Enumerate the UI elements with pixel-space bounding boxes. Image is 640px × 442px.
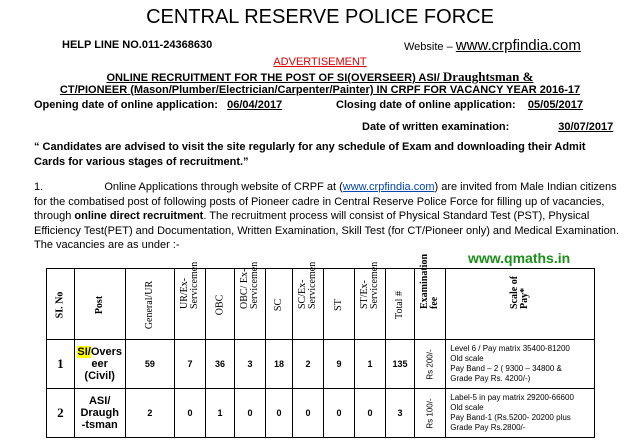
cell-sc-ex: 0 — [293, 389, 324, 438]
page-title: CENTRAL RESERVE POLICE FORCE — [146, 6, 494, 28]
table-row — [47, 340, 595, 389]
cell-st: 0 — [324, 389, 355, 438]
table-header-row — [47, 269, 595, 340]
closing-date-value: 05/05/2017 — [527, 99, 583, 111]
header-st-ex: ST/Ex- Servicemen — [355, 269, 386, 340]
paragraph-link[interactable]: www.crpfindia.com — [342, 181, 435, 193]
exam-date — [362, 121, 613, 133]
header-post: Post — [74, 269, 125, 340]
header-sc-ex: SC/Ex- Servicemen — [293, 269, 324, 340]
cell-obc-ex: 3 — [235, 340, 266, 389]
post-highlight: SI/ — [77, 346, 91, 358]
cell-ur-ex: 0 — [175, 389, 206, 438]
cell-sl: 2 — [47, 389, 75, 438]
exam-date-value: 30/07/2017 — [558, 121, 614, 133]
cell-sl: 1 — [47, 340, 75, 389]
cell-total: 3 — [386, 389, 415, 438]
cell-sc: 0 — [266, 389, 293, 438]
website-line — [404, 37, 581, 54]
recruitment-paragraph — [34, 180, 620, 253]
paragraph-text-c: . The recruitment process will consist of Physical Standard Test (PST), Physical Efficiency Test(PET) and Documentation, Written Examination, Skill Test (for CT/Pioneer only) and Medical Examination. The vacancies are as under :- — [34, 210, 619, 251]
advertisement-label: ADVERTISEMENT — [273, 56, 367, 68]
paragraph-bold: online direct recruitment — [74, 210, 204, 222]
cell-obc: 36 — [206, 340, 235, 389]
opening-date-value: 06/04/2017 — [227, 99, 283, 111]
header-st: ST — [324, 269, 355, 340]
cell-total: 135 — [386, 340, 415, 389]
table-row — [47, 389, 595, 438]
cell-fee: Rs 100/- — [415, 389, 446, 438]
header-general: General/UR — [125, 269, 174, 340]
cell-fee: Rs 200/- — [415, 340, 446, 389]
closing-date — [336, 99, 583, 111]
cell-general: 59 — [125, 340, 174, 389]
cell-post: SI/Overs eer (Civil) — [74, 340, 125, 389]
cell-obc: 1 — [206, 389, 235, 438]
cell-ur-ex: 7 — [175, 340, 206, 389]
opening-date — [34, 99, 282, 111]
website-link[interactable]: www.crpfindia.com — [455, 37, 581, 54]
cell-post: ASI/ Draugh -tsman — [74, 389, 125, 438]
watermark-text: www.qmaths.in — [468, 250, 571, 266]
header-pay: Scale of Pay* — [446, 269, 595, 340]
paragraph-text-a: Online Applications through website of CRPF at ( — [104, 181, 343, 193]
closing-date-label: Closing date of online application: — [336, 99, 516, 111]
header-sl: SI. No — [47, 269, 75, 340]
heading-line-2: CT/PIONEER (Mason/Plumber/Electrician/Carpenter/Painter) IN CRPF FOR VACANCY YEAR 2016-17 — [59, 84, 581, 96]
helpline-number: HELP LINE NO.011-24368630 — [62, 39, 213, 51]
header-obc: OBC — [206, 269, 235, 340]
cell-pay: Level 6 / Pay matrix 35400-81200 Old scale Pay Band – 2 ( 9300 – 34800 & Grade Pay Rs. 4200/-) — [446, 340, 595, 389]
heading-line-1 — [0, 69, 640, 85]
cell-general: 2 — [125, 389, 174, 438]
header-sc: SC — [266, 269, 293, 340]
cell-obc-ex: 0 — [235, 389, 266, 438]
header-ur-ex: UR/Ex- Servicemen — [175, 269, 206, 340]
cell-sc: 18 — [266, 340, 293, 389]
heading-line-1-b: Draughtsman & — [442, 69, 534, 84]
cell-sc-ex: 2 — [293, 340, 324, 389]
header-fee: Examination fee — [415, 269, 446, 340]
website-label: Website – — [404, 41, 456, 53]
opening-date-label: Opening date of online application: — [34, 99, 218, 111]
exam-date-label: Date of written examination: — [362, 121, 510, 133]
candidate-note: “ Candidates are advised to visit the site regularly for any schedule of Exam and downloading their Admit Cards for various stages of recruitment.” — [34, 141, 586, 168]
heading-line-1-a: ONLINE RECRUITMENT FOR THE POST OF SI(OVERSEER) ASI/ — [106, 72, 443, 84]
header-obc-ex: OBC/ Ex- Servicemen — [235, 269, 266, 340]
cell-st-ex: 0 — [355, 389, 386, 438]
paragraph-number: 1. — [34, 181, 44, 193]
paragraph-text-b: ) are invited from Male Indian citizens for the combatised post of following posts of Pioneer cadre in Central Reserve Police Force for filling up of vacancies, through — [34, 181, 617, 222]
header-total: Total # — [386, 269, 415, 340]
cell-st: 9 — [324, 340, 355, 389]
cell-pay: Label-5 in pay matrix 29200-66600 Old scale Pay Band-1 (Rs.5200- 20200 plus Grade Pay Rs.2800/- — [446, 389, 595, 438]
cell-st-ex: 1 — [355, 340, 386, 389]
